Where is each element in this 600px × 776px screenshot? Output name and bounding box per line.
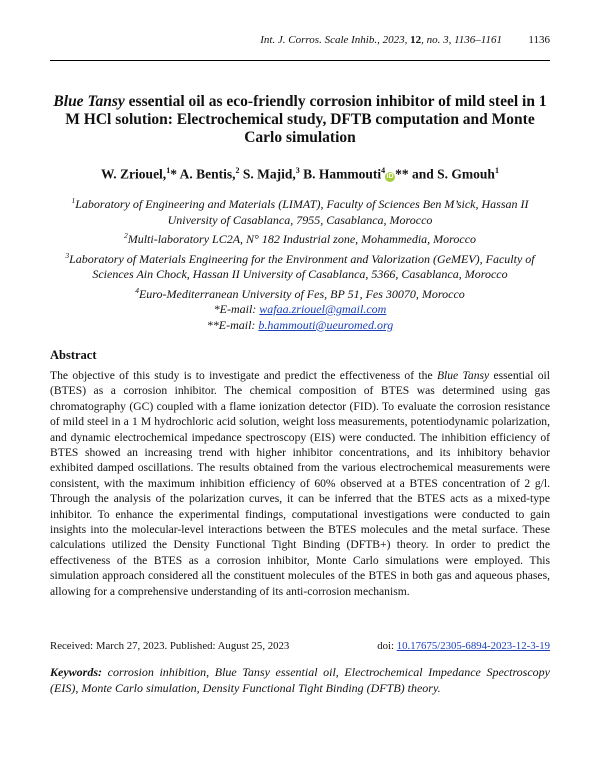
affiliation-3: $^3$Laboratory of Materials Engineering for the Environment and Valorization (GeMEV), Faculty of Sciences Ain Chock, Hassan II University of Casablanca, 5366, Casablanca, Morocco: [65, 250, 535, 281]
doi: doi: 10.17675/2305-6894-2023-12-3-19: [377, 640, 550, 652]
email-1: *E-mail: wafaa.zriouel@gmail.com: [213, 302, 387, 316]
affiliations: [50, 193, 550, 333]
email-1-link[interactable]: wafaa.zriouel@gmail.com: [259, 302, 387, 316]
journal-citation: Int. J. Corros. Scale Inhib., 2023, 12, no. 3, 1136–1161: [260, 34, 502, 46]
title-rest: essential oil as eco-friendly corrosion inhibitor of mild steel in 1 M HCl solution: Electrochemical study, DFTB computation and Monte Carlo simulation: [65, 93, 547, 146]
received-published-dates: Received: March 27, 2023. Published: August 25, 2023: [50, 640, 290, 652]
header-divider: [50, 60, 550, 61]
email-2-link[interactable]: b.hammouti@ueuromed.org: [258, 317, 394, 332]
abstract-body: The objective of this study is to investigate and predict the effectiveness of the Blue Tansy essential oil (BTES) as a corrosion inhibitor. The chemical composition of BTES was determined using gas chromatography (GC) coupled with a flame ionization detector (FID). To evaluate the corrosion resistance of mild steel in a 1 M hydrochloric acid solution, weight loss measurements, potentiodynamic polarization, and dynamic electrochemical impedance spectroscopy (EIS) were conducted. The inhibition efficiency of BTES showed an increasing trend with higher inhibitor concentrations, and its inhibitory behavior exhibited damped oscillations. The results obtained from the various electrochemical measurements were consistent, with the maximum inhibition efficiency of 60% observed at a BTES concentration of 2 g/l. Through the analysis of the polarization curves, it can be inferred that the BTES acts as a mixed-type inhibitor. To enhance the experimental findings, computational investigations were conducted to gain insights into the molecular-level interactions between the BTES molecules and the metal surface. These calculations utilized the Density Functional Tight Binding (DFTB+) theory. In order to predict the effectiveness of the BTES as a corrosion inhibitor, Monte Carlo simulations were employed. This simulation approach considered all the constituent molecules of the BTES in both gas and aqueous phases, allowing for a comprehensive understanding of its anti-corrosion mechanism.: [50, 369, 550, 598]
keywords: [50, 665, 550, 696]
title-italic: Blue Tansy: [53, 93, 125, 110]
doi-link[interactable]: 10.17675/2305-6894-2023-12-3-19: [396, 640, 550, 652]
affiliation-4: $^4$Euro-Mediterranean University of Fes, BP 51, Fes 30070, Morocco: [135, 285, 465, 301]
keywords-text: corrosion inhibition, Blue Tansy essential oil, Electrochemical Impedance Spectroscopy (EIS), Monte Carlo simulation, Density Functional Tight Binding (DFTB) theory.: [50, 665, 551, 695]
email-2: **E-mail: b.hammouti@ueuromed.org: [206, 317, 394, 332]
affiliation-1: $^1$Laboratory of Engineering and Materials (LIMAT), Faculty of Sciences Ben M’sick, Hassan II University of Casablanca, 7955, Casablanca, Morocco: [71, 196, 529, 227]
page-number: 1136: [528, 34, 550, 46]
author-list: W. Zriouel,$^1$* A. Bentis,$^2$ S. Majid,$^3$ B. Hammouti$^4$iD ** and S. Gmouh$^1$: [101, 166, 499, 182]
affiliation-2: $^2$Multi-laboratory LC2A, N° 182 Industrial zone, Mohammedia, Morocco: [123, 231, 477, 246]
orcid-icon[interactable]: iD: [386, 172, 394, 180]
abstract-heading: Abstract: [50, 348, 97, 362]
paper-title: [50, 93, 550, 147]
running-header: [50, 34, 550, 48]
keywords-label: Keywords:: [50, 665, 102, 679]
